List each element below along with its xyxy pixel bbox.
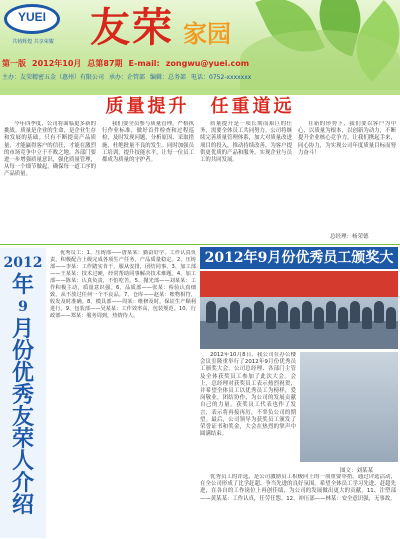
vertical-title-char: 秀 (11, 382, 34, 408)
photo-credit: 图文：刘某某 (340, 468, 374, 474)
person-figure (278, 301, 288, 323)
vertical-title-char: 绍 (11, 492, 34, 518)
vertical-title-char: 人 (11, 448, 34, 474)
person-figure (338, 307, 348, 329)
person-figure (254, 301, 264, 323)
award-winner-list: 优秀员工：1、压铸部——唐某某：勤奋好学，工作认真负责，积极配合上级完成各项生产任务，产品质量稳定。2、压铸部——李某：工作踏实肯干，服从安排，团结同事。3、加工部——王某某：技术过硬，经常帮助同事解决技术难题。4、加工部——陈某：认真负责，不怕吃苦。5、抛光部——刘某某：工作积极主动，质量意识强。6、品质部——张某：检验认真细致，从不放过任何一个不良品。7、仓库——赵某：账物相符，收发及时准确。8、模具部——周某：维修及时，保证生产顺利进行。9、包装部——吴某某：工作效率高，包装规范。10、行政部——郑某：服务周到，热情待人。 (50, 250, 196, 319)
vertical-title-char: 月 (11, 316, 34, 342)
person-figure (374, 301, 384, 323)
newspaper-title: 友荣 (90, 4, 174, 51)
article-author: 总经理：杨荣德 (330, 234, 369, 240)
hill-decoration (240, 30, 400, 90)
article-column: 今年四季度，公司将面临更多新的挑战。质量是企业的生命，是企业生存和发展的基础。只有不断提高产品质量，才能赢得客户的信任，才能在激烈的市场竞争中立于不败之地。各部门要进一步增强质量意识，强化质量管理，从每一个细节做起，确保每一道工序的产品质量。 (4, 121, 96, 178)
publisher-info: 主办：友荣精密五金（惠州）有限公司 承办：企管部 编辑：总务部 电话：0752-xxxxxxx (2, 74, 252, 81)
person-figure (302, 301, 312, 323)
person-figure (266, 307, 276, 329)
vertical-title-char: 优 (11, 360, 34, 386)
person-figure (386, 307, 396, 329)
vertical-title-char: 介 (11, 470, 34, 496)
ceremony-photo-2 (300, 352, 398, 462)
article-column: 在新的形势下，我们要以客户为中心，以质量为根本，以创新为动力，不断提升企业核心竞争力。让我们携起手来，同心协力，为实现公司年度质量目标而努力奋斗！ (298, 121, 396, 156)
person-figure (290, 307, 300, 329)
award-bottom-text: 优秀员工的评选，是公司激励员工积极向上的一项重要举措。通过评选活动，在全公司形成了比学赶超、争当先进的良好氛围。希望全体员工学习先进、赶超先进，在各自的工作岗位上再创佳绩，为公司的发展做出更大的贡献。11、注塑部——黄某某：工作认真，任劳任怨。12、冲压部——林某：安全意识强，无事故。 (200, 474, 396, 502)
person-figure (218, 307, 228, 329)
vertical-feature-title (0, 248, 46, 538)
newspaper-subtitle: 家园 (183, 20, 231, 48)
person-figure (206, 301, 216, 323)
vertical-title-char: 份 (11, 338, 34, 364)
vertical-title-char: 2012 (3, 255, 43, 271)
company-logo: YUEI 共铸辉煌 共享荣耀 (4, 4, 62, 50)
vertical-title-char: 年 (11, 272, 34, 298)
headline: 质量提升 任重道远 (105, 96, 295, 117)
person-figure (314, 307, 324, 329)
award-report-column: 2012年10月8日，我公司在办公楼会议室隆重举行了2012年9月份优秀员工颁奖大会。公司总经理、各部门主管及全体获奖员工参加了此次大会。会上，总经理对获奖员工表示热烈祝贺，并希望全体员工以优秀员工为榜样，爱岗敬业，团结协作，为公司的发展贡献自己的力量。获奖员工代表也作了发言，表示将再接再厉，不辜负公司的期望。最后，公司领导为获奖员工颁发了荣誉证书和奖金，大会在热烈的掌声中圆满结束。 (200, 352, 296, 438)
section-divider (0, 244, 400, 245)
vertical-title-char: 荣 (11, 426, 34, 452)
article-column: 质量提升是一项长期而艰巨的任务，需要全体员工共同努力。公司将继续完善质量管理体系，加大对质量改进项目的投入，推动持续改善，为客户提供更优质的产品和服务，实现企业与员工的共同发展。 (200, 121, 292, 164)
person-figure (362, 307, 372, 329)
person-figure (326, 301, 336, 323)
person-figure (350, 301, 360, 323)
award-ceremony-title: 2012年9月份优秀员工颁奖大 (200, 247, 398, 269)
ceremony-photo (200, 271, 398, 349)
person-figure (242, 307, 252, 329)
article-column: 我们要全员参与质量管理，严格执行作业标准，做好首件检查和过程巡检，及时发现问题、分析原因、采取措施，杜绝批量不良的发生。同时加强员工培训，提升技能水平，让每一位员工都成为质量的守护者。 (102, 121, 194, 164)
vertical-title-char: 友 (11, 404, 34, 430)
person-figure (230, 301, 240, 323)
vertical-title-char: 9 (18, 299, 28, 315)
issue-info: 第一版 2012年10月 总第87期 E-mail: zongwu@yuei.com (2, 59, 250, 68)
banner (200, 271, 398, 297)
headline-band (0, 95, 400, 120)
masthead (0, 0, 400, 95)
